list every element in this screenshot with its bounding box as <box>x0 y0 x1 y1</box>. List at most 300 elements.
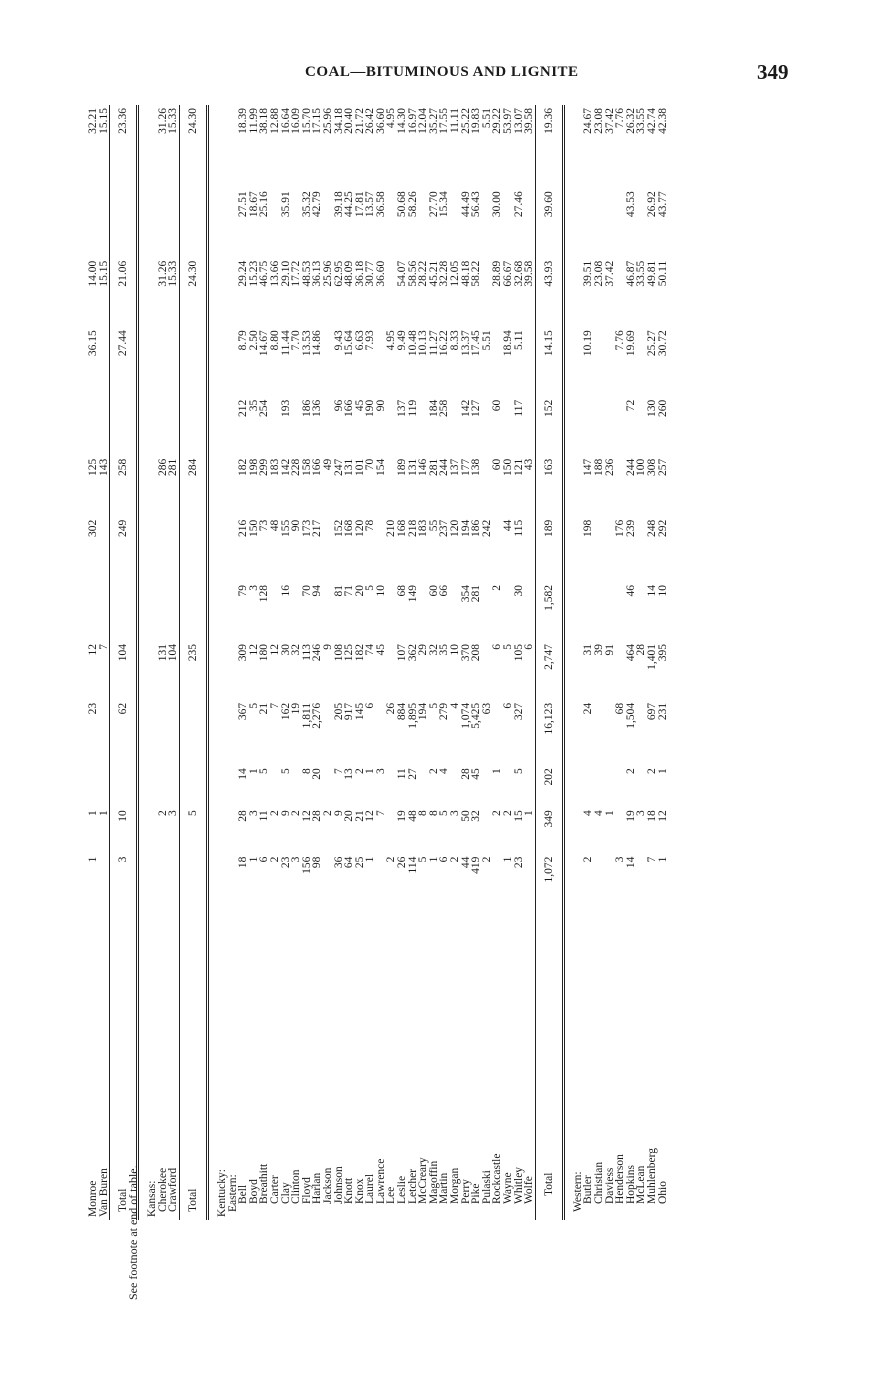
table-cell <box>270 397 281 456</box>
table-cell: 10 <box>449 643 462 656</box>
table-cell <box>99 765 110 807</box>
table-cell: 50 <box>459 810 472 822</box>
table-cell: 6 <box>523 643 536 650</box>
table-cell: 2 <box>491 810 504 817</box>
table-cell: 8 <box>417 810 430 817</box>
table-cell: 70 <box>364 458 377 471</box>
table-cell: 8.79 <box>237 330 250 351</box>
table-cell: 39.60 <box>535 188 563 257</box>
table-cell <box>158 188 169 257</box>
table-cell: 90 <box>374 399 387 412</box>
table-cell: 246 <box>311 643 324 662</box>
table-cell: 2 <box>645 768 658 774</box>
table-cell: 43.77 <box>656 191 669 218</box>
table-cell: 7.93 <box>364 330 377 351</box>
table-cell: 5 <box>258 768 271 774</box>
table-cell: 32 <box>290 643 303 656</box>
table-cell: 12 <box>268 643 281 656</box>
table-cell: 146 <box>417 458 430 476</box>
row-label: Henderson <box>614 1154 627 1204</box>
table-cell <box>323 700 334 765</box>
table-cell: 228 <box>290 458 303 476</box>
table-cell: 419 <box>470 856 483 874</box>
table-cell <box>158 397 169 456</box>
table-cell: 8.33 <box>449 330 462 351</box>
table-cell: 33.55 <box>635 260 648 287</box>
table-cell: 4.95 <box>385 330 398 351</box>
table-cell: 147 <box>582 458 595 476</box>
table-cell: 194 <box>459 519 472 537</box>
table-cell: 17.81 <box>353 191 366 218</box>
table-cell <box>168 188 179 257</box>
total-row <box>535 105 563 1220</box>
table-body <box>88 105 668 1220</box>
table-cell: 120 <box>449 519 462 537</box>
table-cell: 1 <box>87 856 99 863</box>
table-cell: 7 <box>645 856 658 863</box>
table-cell: 1 <box>523 810 536 817</box>
table-cell: 210 <box>385 519 398 537</box>
table-cell <box>594 517 605 582</box>
table-cell: 249 <box>110 517 138 582</box>
table-cell: 1 <box>87 810 99 817</box>
table-cell: 2 <box>268 856 281 863</box>
row-label: Christian <box>592 1161 605 1204</box>
row-label: Magoffin <box>427 1160 440 1204</box>
table-cell: 27.46 <box>512 191 525 218</box>
table-cell <box>583 765 594 807</box>
table-cell: 884 <box>396 702 409 721</box>
table-cell: 8 <box>300 768 313 774</box>
table-cell: 176 <box>614 519 627 537</box>
table-cell: 258 <box>110 456 138 517</box>
table-cell: 349 <box>535 807 563 853</box>
table-cell: 30 <box>512 585 525 597</box>
table-cell <box>503 765 514 807</box>
table-cell: 3 <box>110 854 138 905</box>
table-cell: 236 <box>603 458 616 476</box>
table-cell: 20 <box>353 585 366 597</box>
table-cell <box>179 397 207 456</box>
row-label: McLean <box>635 1165 648 1204</box>
table-cell: 36.60 <box>374 108 387 134</box>
table-cell: 8.80 <box>268 330 281 351</box>
table-cell <box>594 327 605 396</box>
table-cell: 150 <box>502 458 514 476</box>
table-cell: 23 <box>512 856 525 869</box>
table-cell: 2 <box>290 810 303 817</box>
table-cell <box>594 765 605 807</box>
table-cell <box>594 188 605 257</box>
table-cell: 183 <box>417 519 430 537</box>
table-cell: 20 <box>311 768 324 780</box>
row-label: McCreary <box>417 1157 430 1204</box>
table-cell: 64 <box>343 856 356 869</box>
table-row <box>376 105 387 1220</box>
table-cell: 9 <box>279 810 292 817</box>
table-cell: 44.25 <box>343 191 356 218</box>
row-label: Van Buren <box>97 1168 110 1217</box>
section-rule <box>563 105 573 1220</box>
table-cell <box>605 582 616 641</box>
table-cell: 27.70 <box>427 191 440 218</box>
table-cell <box>482 582 493 641</box>
table-cell: 2,747 <box>535 641 563 700</box>
rule-cell <box>138 105 148 1220</box>
table-cell: 21.06 <box>110 258 138 327</box>
table-cell: 3 <box>247 585 260 591</box>
table-cell: 24.30 <box>179 105 207 188</box>
table-cell: 70 <box>300 585 313 597</box>
table-cell <box>179 327 207 396</box>
total-row <box>179 105 207 1220</box>
table-cell <box>168 582 179 641</box>
table-cell: 1 <box>247 768 260 774</box>
table-cell: 9 <box>332 810 345 817</box>
table-cell: 28.89 <box>491 260 504 287</box>
table-cell <box>524 327 535 396</box>
row-label: Total <box>179 904 207 1220</box>
table-cell: 188 <box>592 458 605 476</box>
coal-statistics-table <box>88 105 668 1220</box>
table-cell <box>594 582 605 641</box>
table-cell: 15.23 <box>247 260 260 287</box>
row-label: Floyd <box>300 1177 313 1204</box>
table-cell: 15.15 <box>97 260 110 287</box>
table-cell <box>179 700 207 765</box>
table-cell <box>524 582 535 641</box>
table-cell: 58.26 <box>406 191 419 218</box>
table-cell: 182 <box>237 458 250 476</box>
table-cell: 56.43 <box>470 191 483 218</box>
table-cell: 5 <box>502 643 514 650</box>
row-label: Eastern: <box>226 1174 239 1212</box>
table-cell: 19.83 <box>470 108 483 134</box>
table-cell: 3 <box>167 810 180 817</box>
table-cell: 48.09 <box>343 260 356 287</box>
table-cell: 27 <box>406 768 419 780</box>
table-cell: 11 <box>396 768 409 780</box>
table-cell: 98 <box>311 856 324 869</box>
table-cell <box>158 700 169 765</box>
table-cell <box>168 700 179 765</box>
row-label: Clay <box>279 1182 292 1204</box>
row-label: Ohio <box>656 1181 669 1204</box>
table-cell: 27.51 <box>237 191 250 218</box>
table-cell: 2 <box>502 810 514 817</box>
row-label: Laurel <box>364 1173 377 1204</box>
footnote: See footnote at end of table. <box>126 1165 140 1300</box>
row-label: Wayne <box>502 1172 514 1204</box>
table-cell: 1 <box>364 768 377 774</box>
table-cell: 39.51 <box>582 260 595 287</box>
table-cell: 60 <box>491 458 504 471</box>
table-cell <box>482 641 493 700</box>
row-label: Kansas: <box>146 1180 159 1217</box>
table-cell: 2 <box>449 856 462 863</box>
row-label: Lee <box>385 1186 398 1204</box>
row-label: Jackson <box>321 1167 334 1204</box>
row-label: Leslie <box>396 1175 409 1204</box>
table-cell <box>323 188 334 257</box>
table-cell: 25 <box>353 856 366 869</box>
table-cell: 18 <box>237 856 250 869</box>
row-label: Rockcastle <box>491 1153 504 1204</box>
table-cell: 42.79 <box>311 191 324 218</box>
table-cell <box>88 582 99 641</box>
table-cell: 15.33 <box>167 108 180 134</box>
table-cell: 49 <box>321 458 334 471</box>
table-cell: 257 <box>656 458 669 476</box>
table-cell: 1 <box>364 856 377 863</box>
table-cell: 32 <box>470 810 483 822</box>
table-cell: 14.15 <box>535 327 563 396</box>
table-cell <box>168 327 179 396</box>
table-cell: 154 <box>374 458 387 476</box>
table-cell: 6 <box>502 702 514 709</box>
table-cell: 1 <box>491 768 504 774</box>
table-cell: 142 <box>279 458 292 476</box>
table-cell: 2 <box>427 768 440 774</box>
table-cell: 308 <box>645 458 658 476</box>
table-cell: 17.72 <box>290 260 303 287</box>
table-cell: 9.49 <box>396 330 409 351</box>
table-cell: 138 <box>470 458 483 476</box>
table-cell: 30.77 <box>364 260 377 287</box>
table-cell: 152 <box>332 519 345 537</box>
table-cell: 258 <box>438 399 451 417</box>
table-cell: 2 <box>385 856 398 863</box>
table-cell: 66.67 <box>502 260 514 287</box>
table-cell: 231 <box>656 702 669 721</box>
table-cell: 21 <box>258 702 271 715</box>
table-cell: 362 <box>406 643 419 662</box>
table-cell: 5 <box>364 585 377 591</box>
table-cell: 1,074 <box>459 702 472 729</box>
table-cell: 11.44 <box>279 330 292 356</box>
table-cell: 15.64 <box>343 330 356 357</box>
table-row <box>647 105 658 1220</box>
table-cell: 12 <box>87 643 99 656</box>
table-cell: 15.70 <box>300 108 313 134</box>
table-cell <box>158 854 169 905</box>
table-cell: 50.11 <box>656 260 669 287</box>
table-cell <box>88 188 99 257</box>
table-cell: 4 <box>438 768 451 774</box>
table-cell: 46 <box>624 585 637 597</box>
rule-cell <box>207 105 217 1220</box>
table-cell: 137 <box>396 399 409 417</box>
table-cell: 120 <box>353 519 366 537</box>
table-cell <box>605 188 616 257</box>
row-label: Carter <box>268 1175 281 1204</box>
table-cell: 279 <box>438 702 451 721</box>
table-cell: 28 <box>237 810 250 822</box>
table-cell: 281 <box>470 585 483 603</box>
row-label: Lawrence <box>374 1158 387 1204</box>
table-cell: 17.15 <box>311 108 324 134</box>
table-cell: 45.21 <box>427 260 440 287</box>
table-cell: 16.97 <box>406 108 419 134</box>
table-cell: 155 <box>279 519 292 537</box>
table-cell: 302 <box>87 519 99 537</box>
table-cell: 25.96 <box>321 260 334 287</box>
table-row <box>503 105 514 1220</box>
table-cell: 26 <box>385 702 398 715</box>
table-cell <box>605 397 616 456</box>
section-rule <box>138 105 148 1220</box>
table-cell: 1 <box>656 768 669 774</box>
page-title: COAL—BITUMINOUS AND LIGNITE <box>305 64 579 80</box>
table-cell: 21.72 <box>353 108 366 134</box>
table-cell: 19.36 <box>535 105 563 188</box>
table-cell <box>323 397 334 456</box>
table-cell <box>323 582 334 641</box>
table-cell: 44 <box>459 856 472 869</box>
table-cell: 18.39 <box>237 108 250 134</box>
table-cell: 81 <box>332 585 345 597</box>
section-filler <box>147 105 158 904</box>
table-cell <box>88 397 99 456</box>
table-cell: 1,401 <box>645 643 658 670</box>
table-cell: 14.00 <box>87 260 99 287</box>
page-number: 349 <box>757 60 789 84</box>
table-cell: 43.93 <box>535 258 563 327</box>
table-cell: 26.42 <box>364 108 377 134</box>
table-cell: 5 <box>417 856 430 863</box>
table-cell: 25.96 <box>321 108 334 134</box>
table-row <box>88 105 99 1220</box>
table-cell: 39.58 <box>523 260 536 287</box>
table-cell <box>168 517 179 582</box>
table-cell: 11.27 <box>427 330 440 356</box>
table-cell: 117 <box>512 399 525 417</box>
table-cell: 27.44 <box>110 327 138 396</box>
table-cell <box>179 765 207 807</box>
table-cell: 62 <box>110 700 138 765</box>
table-cell: 48.18 <box>459 260 472 287</box>
table-cell: 125 <box>343 643 356 662</box>
table-cell: 28 <box>459 768 472 780</box>
table-cell: 19 <box>396 810 409 822</box>
table-cell <box>168 397 179 456</box>
table-cell: 62.95 <box>332 260 345 287</box>
table-cell: 21 <box>353 810 366 822</box>
table-cell: 36.58 <box>374 191 387 218</box>
table-cell <box>270 765 281 807</box>
table-cell: 105 <box>512 643 525 662</box>
table-cell <box>323 765 334 807</box>
table-row <box>524 105 535 1220</box>
table-cell: 173 <box>300 519 313 537</box>
table-cell: 10.48 <box>406 330 419 357</box>
table-cell: 25.16 <box>258 191 271 218</box>
table-cell <box>524 517 535 582</box>
table-cell: 36.13 <box>311 260 324 287</box>
table-cell: 26 <box>396 856 409 869</box>
table-cell: 166 <box>343 399 356 417</box>
table-row <box>99 105 110 1220</box>
table-cell: 1 <box>603 810 616 817</box>
section-heading-row <box>217 105 228 1220</box>
table-cell: 53.97 <box>502 108 514 134</box>
table-cell: 9 <box>321 643 334 650</box>
table-cell: 19 <box>290 702 303 715</box>
table-cell: 46.87 <box>624 260 637 287</box>
row-label: Pike <box>470 1183 483 1204</box>
row-label: Martin <box>438 1172 451 1204</box>
table-cell: 464 <box>624 643 637 662</box>
table-cell <box>492 700 503 765</box>
table-cell: 5 <box>427 702 440 709</box>
table-cell: 29 <box>417 643 430 656</box>
row-label: Butler <box>582 1175 595 1204</box>
table-cell: 35 <box>247 399 260 412</box>
table-cell <box>524 854 535 905</box>
table-cell: 23.08 <box>592 108 605 134</box>
table-cell: 38.18 <box>258 108 271 134</box>
table-cell <box>168 854 179 905</box>
row-label: Boyd <box>247 1179 260 1204</box>
table-cell: 150 <box>247 519 260 537</box>
table-cell: 34.18 <box>332 108 345 134</box>
table-cell: 4 <box>592 810 605 817</box>
table-cell: 35.32 <box>300 191 313 218</box>
table-cell: 367 <box>237 702 250 721</box>
table-cell: 16.09 <box>290 108 303 134</box>
table-cell: 190 <box>364 399 377 417</box>
table-cell: 100 <box>635 458 648 476</box>
table-cell: 3 <box>635 810 648 817</box>
table-cell: 166 <box>311 458 324 476</box>
table-cell: 19.69 <box>624 330 637 357</box>
table-cell <box>179 188 207 257</box>
table-cell: 121 <box>512 458 525 476</box>
table-cell: 2 <box>321 810 334 817</box>
table-cell: 2 <box>491 585 504 591</box>
table-cell: 14.67 <box>258 330 271 357</box>
table-cell: 370 <box>459 643 472 662</box>
table-cell: 39.18 <box>332 191 345 218</box>
table-cell: 5.11 <box>512 330 525 350</box>
table-cell: 697 <box>645 702 658 721</box>
table-cell: 10 <box>656 585 669 597</box>
table-cell: 1 <box>656 856 669 863</box>
table-cell: 28 <box>635 643 648 656</box>
table-cell: 14.86 <box>311 330 324 357</box>
row-label: Kentucky: <box>215 1169 228 1217</box>
table-cell: 14 <box>624 856 637 869</box>
table-cell: 3 <box>614 856 627 863</box>
table-cell: 194 <box>417 702 430 721</box>
table-cell: 136 <box>311 399 324 417</box>
table-cell: 44 <box>502 519 514 532</box>
table-cell <box>524 188 535 257</box>
table-row <box>323 105 334 1220</box>
table-cell: 3 <box>247 810 260 817</box>
table-cell <box>158 327 169 396</box>
table-cell: 115 <box>512 519 525 537</box>
table-cell: 31 <box>582 643 595 656</box>
table-cell: 42.38 <box>656 108 669 134</box>
table-cell <box>110 188 138 257</box>
table-cell <box>583 582 594 641</box>
table-cell: 1 <box>502 856 514 863</box>
table-cell: 12.04 <box>417 108 430 134</box>
table-cell: 19 <box>624 810 637 822</box>
table-cell: 72 <box>624 399 637 412</box>
table-cell: 16 <box>279 585 292 597</box>
